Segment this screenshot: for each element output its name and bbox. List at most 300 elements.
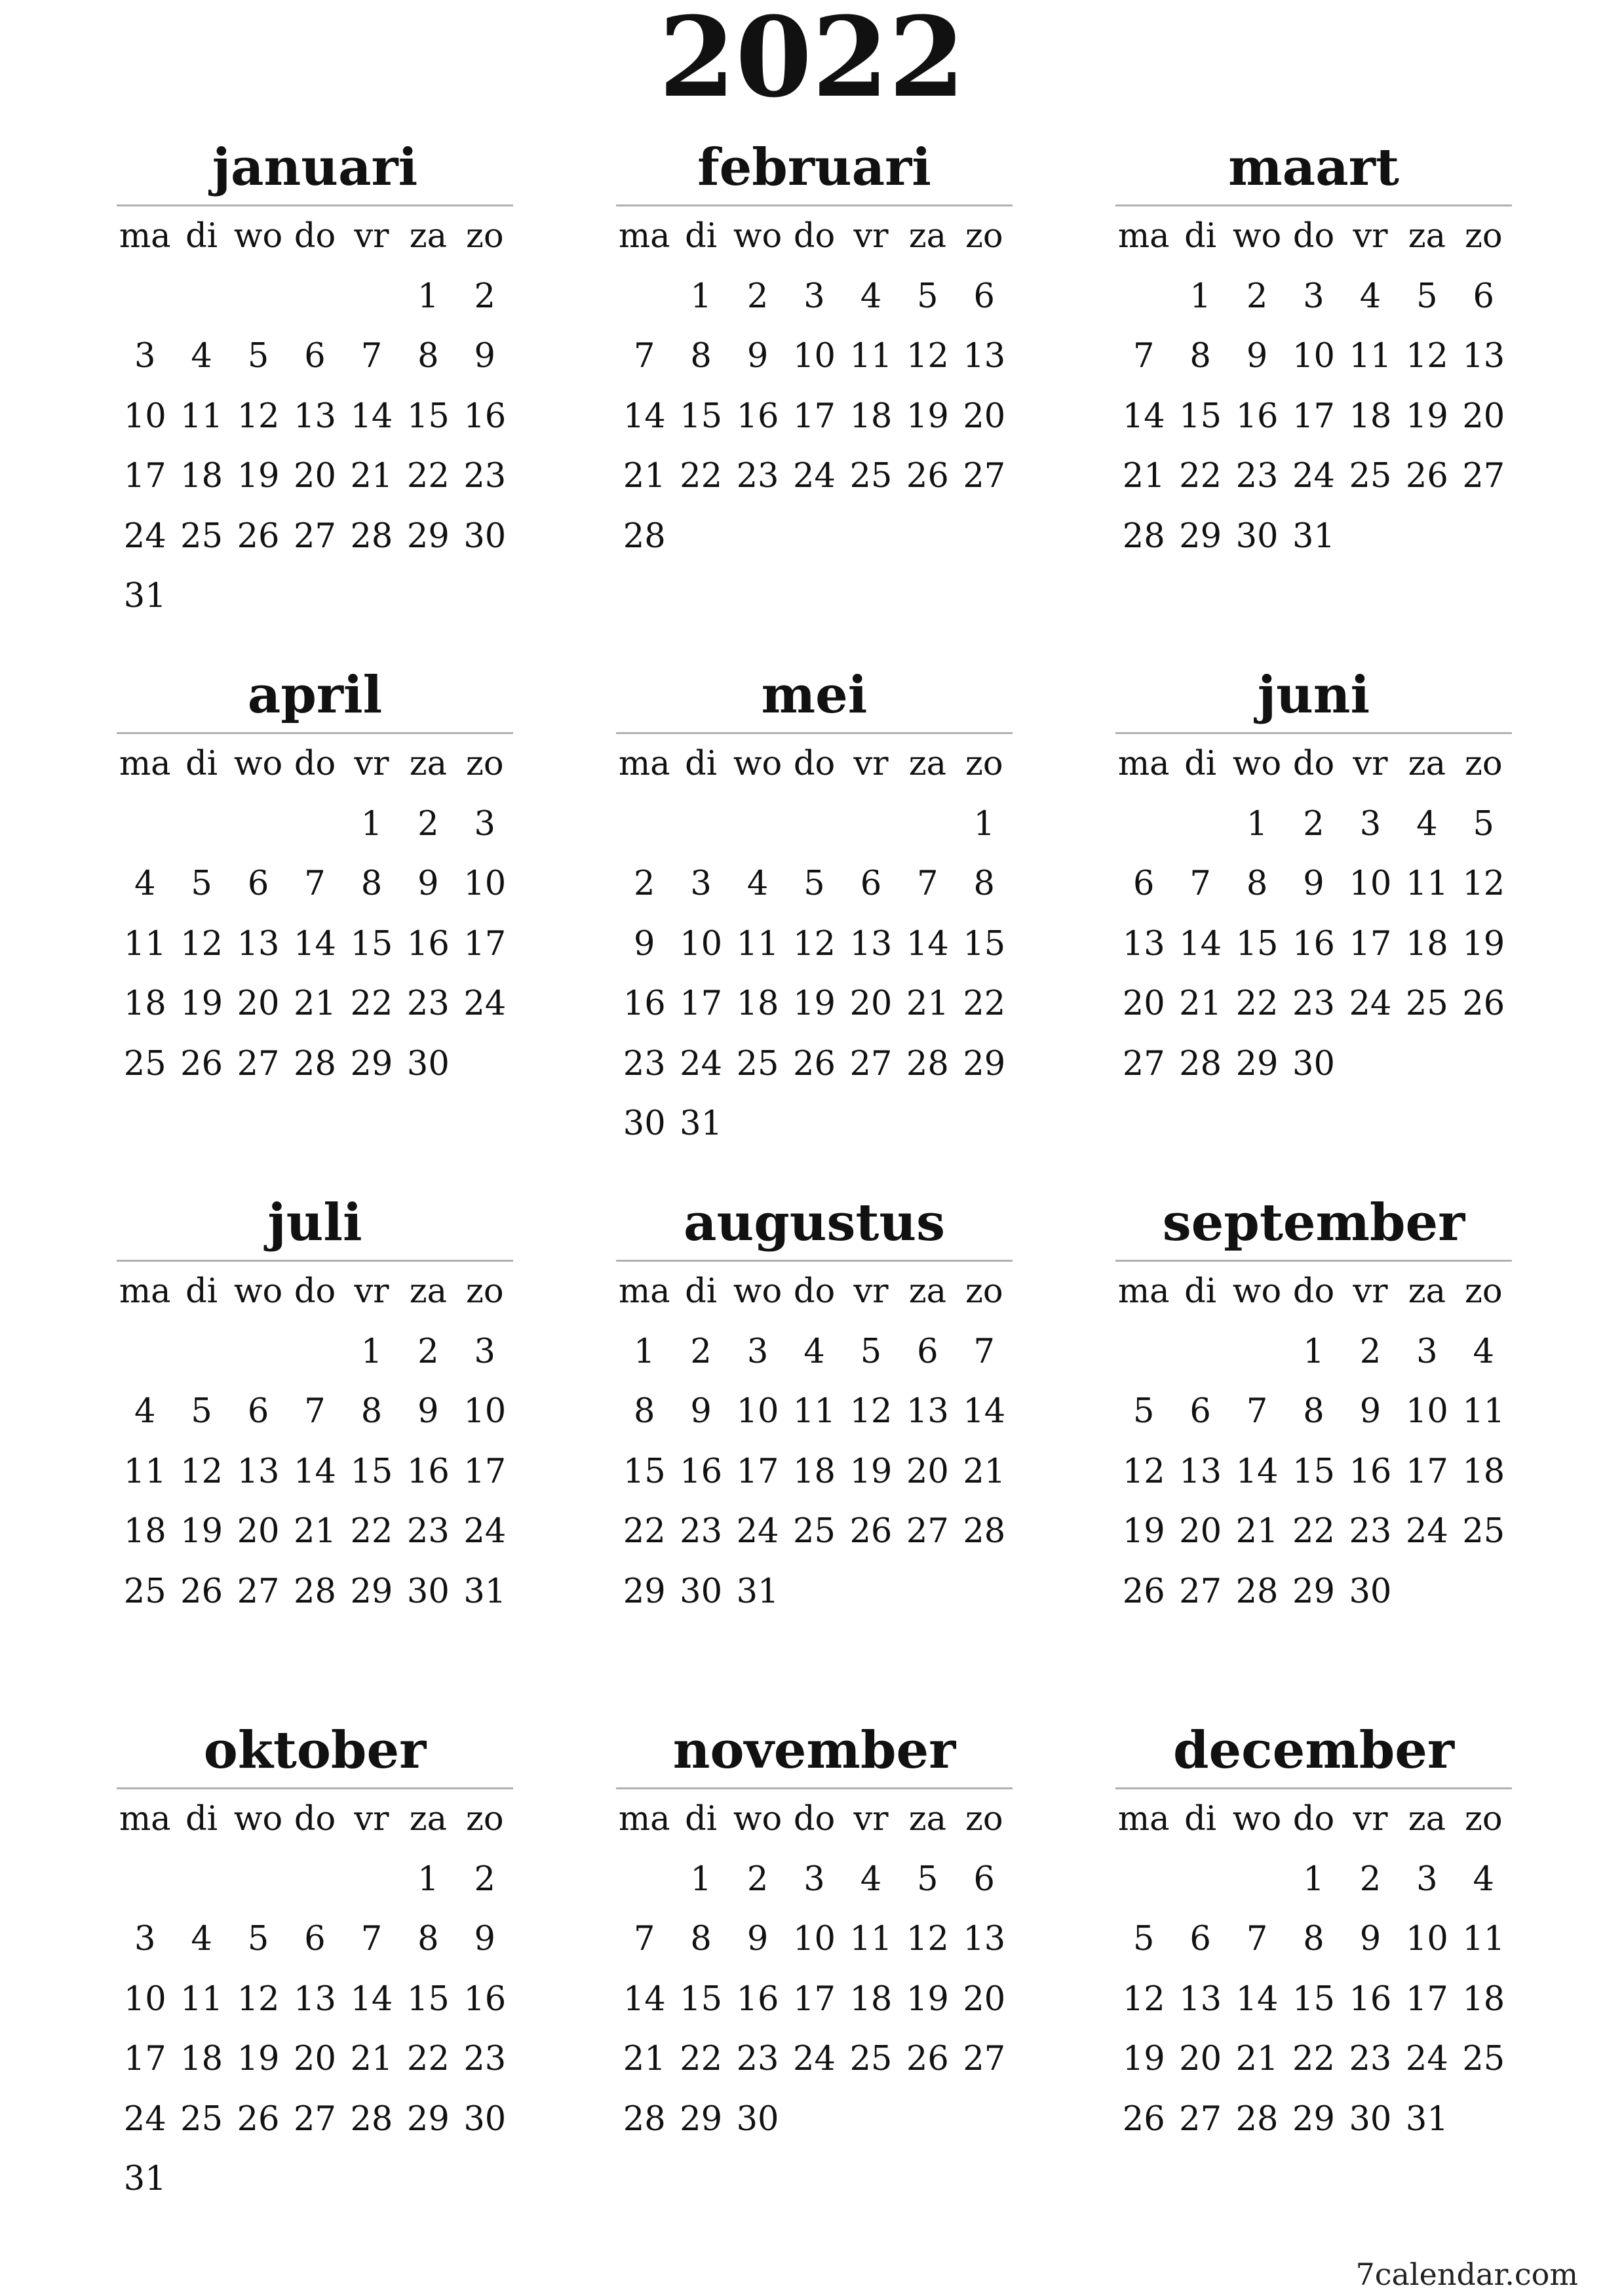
day-cell: 5	[1473, 804, 1494, 844]
day-cell: 21	[1235, 2040, 1279, 2078]
day-cell: 17	[1405, 1979, 1448, 2019]
day-cell: 5	[860, 1332, 882, 1371]
day-cell: 10	[123, 1979, 166, 2019]
day-cell: 24	[123, 516, 166, 556]
weekday-label: ma	[1117, 217, 1170, 256]
day-cell: 24	[463, 1512, 507, 1551]
weekday-label: wo	[1232, 745, 1282, 783]
day-cell: 6	[1189, 1920, 1211, 1958]
month-juli	[117, 1186, 513, 1622]
day-cell: 25	[123, 1572, 166, 1611]
month-grid	[117, 1262, 513, 1622]
weekday-label: di	[185, 1800, 218, 1839]
day-cell: 4	[134, 865, 156, 903]
weekday-label: ma	[119, 217, 171, 256]
day-cell: 8	[633, 1392, 655, 1431]
day-cell: 30	[1349, 2099, 1392, 2139]
day-cell: 4	[1359, 277, 1382, 316]
weekday-label: zo	[965, 1800, 1003, 1839]
day-cell: 30	[463, 2099, 507, 2139]
day-cell: 14	[350, 397, 393, 436]
day-cell: 1	[360, 804, 383, 844]
day-cell: 20	[849, 984, 893, 1023]
day-cell: 11	[123, 924, 166, 963]
day-cell: 9	[1359, 1392, 1382, 1431]
empty-cell	[173, 1322, 229, 1382]
day-cell: 14	[1122, 397, 1165, 436]
day-cell: 12	[1462, 865, 1505, 903]
weekday-label: za	[409, 1272, 447, 1311]
day-cell: 16	[1349, 1979, 1392, 2019]
weekday-label: zo	[965, 745, 1003, 783]
day-cell: 11	[1462, 1920, 1505, 1958]
weekday-label: do	[793, 745, 836, 783]
day-cell: 27	[963, 457, 1006, 496]
day-cell: 10	[1349, 865, 1392, 903]
day-cell: 1	[417, 277, 439, 316]
empty-cell	[1115, 1322, 1172, 1382]
day-cell: 6	[1189, 1392, 1211, 1431]
year-title: 2022	[659, 0, 965, 122]
day-cell: 19	[1405, 397, 1448, 436]
day-cell: 25	[180, 516, 223, 556]
day-cell: 13	[963, 337, 1006, 376]
month-name: september	[1115, 1186, 1512, 1262]
weekday-label: vr	[354, 217, 389, 256]
day-cell: 21	[623, 457, 666, 496]
day-cell: 22	[623, 1512, 666, 1551]
month-grid	[117, 206, 513, 627]
day-cell: 10	[736, 1392, 779, 1431]
weekday-label: di	[685, 1800, 718, 1839]
day-cell: 24	[1405, 1512, 1448, 1551]
month-name: maart	[1115, 131, 1512, 206]
day-cell: 31	[463, 1572, 507, 1611]
weekday-label: di	[1184, 217, 1217, 256]
month-grid	[1115, 1262, 1512, 1622]
day-cell: 21	[350, 2040, 393, 2078]
day-cell: 16	[623, 984, 666, 1023]
day-cell: 23	[736, 457, 779, 496]
day-cell: 15	[1179, 397, 1222, 436]
weekday-label: vr	[354, 745, 389, 783]
empty-cell	[230, 267, 286, 327]
weekday-label: za	[1408, 217, 1446, 256]
day-cell: 1	[417, 1859, 439, 1899]
day-cell: 27	[294, 516, 336, 556]
day-cell: 7	[917, 865, 938, 903]
day-cell: 11	[180, 397, 223, 436]
day-cell: 21	[623, 2040, 666, 2078]
day-cell: 28	[294, 1044, 336, 1083]
weekday-label: zo	[1464, 1800, 1503, 1839]
day-cell: 11	[849, 337, 893, 376]
month-grid	[616, 206, 1013, 566]
day-cell: 13	[906, 1392, 949, 1431]
empty-cell	[1172, 1850, 1228, 1910]
day-cell: 15	[623, 1452, 666, 1491]
day-cell: 6	[973, 1859, 995, 1899]
day-cell: 13	[1122, 924, 1165, 963]
day-cell: 25	[849, 2040, 893, 2078]
month-name: november	[616, 1714, 1013, 1789]
day-cell: 18	[849, 397, 893, 436]
day-cell: 31	[123, 2160, 166, 2198]
day-cell: 13	[294, 1979, 336, 2019]
day-cell: 7	[973, 1332, 995, 1371]
day-cell: 24	[680, 1044, 723, 1083]
empty-cell	[1115, 794, 1172, 855]
weekday-label: do	[294, 745, 336, 783]
weekday-label: ma	[1117, 1800, 1170, 1839]
month-december	[1115, 1714, 1512, 2149]
day-cell: 25	[1462, 2040, 1505, 2078]
day-cell: 3	[690, 865, 712, 903]
day-cell: 27	[849, 1044, 893, 1083]
day-cell: 19	[849, 1452, 893, 1491]
empty-cell	[616, 794, 672, 855]
day-cell: 30	[1292, 1044, 1335, 1083]
day-cell: 14	[1179, 924, 1222, 963]
day-cell: 6	[917, 1332, 938, 1371]
day-cell: 28	[623, 2099, 666, 2139]
day-cell: 6	[247, 865, 269, 903]
day-cell: 4	[191, 337, 212, 376]
day-cell: 28	[1122, 516, 1165, 556]
day-cell: 6	[304, 337, 326, 376]
day-cell: 17	[1292, 397, 1335, 436]
day-cell: 10	[463, 1392, 507, 1431]
weekday-label: wo	[233, 1272, 283, 1311]
day-cell: 25	[1405, 984, 1448, 1023]
day-cell: 12	[1405, 337, 1448, 376]
empty-cell	[117, 1850, 173, 1910]
day-cell: 29	[350, 1044, 393, 1083]
day-cell: 7	[1246, 1920, 1268, 1958]
day-cell: 16	[680, 1452, 723, 1491]
day-cell: 8	[690, 337, 712, 376]
day-cell: 15	[1292, 1979, 1335, 2019]
day-cell: 1	[1303, 1859, 1324, 1899]
day-cell: 30	[463, 516, 507, 556]
weekday-label: do	[1292, 217, 1335, 256]
day-cell: 14	[294, 1452, 336, 1491]
day-cell: 20	[1462, 397, 1505, 436]
day-cell: 4	[860, 1859, 882, 1899]
weekday-label: vr	[354, 1800, 389, 1839]
day-cell: 23	[736, 2040, 779, 2078]
day-cell: 10	[1405, 1920, 1448, 1958]
empty-cell	[286, 794, 343, 855]
weekday-label: zo	[965, 1272, 1003, 1311]
day-cell: 9	[746, 1920, 769, 1958]
day-cell: 18	[1462, 1979, 1505, 2019]
day-cell: 17	[463, 924, 507, 963]
day-cell: 19	[237, 457, 280, 496]
month-name: april	[117, 659, 513, 734]
day-cell: 30	[1349, 1572, 1392, 1611]
footer-credit: 7calendar.com	[1355, 2257, 1578, 2292]
weekday-label: wo	[1232, 1272, 1282, 1311]
day-cell: 21	[906, 984, 949, 1023]
month-april	[117, 659, 513, 1094]
day-cell: 22	[406, 2040, 450, 2078]
day-cell: 1	[690, 1859, 712, 1899]
weekday-label: wo	[233, 217, 283, 256]
empty-cell	[786, 794, 842, 855]
day-cell: 28	[350, 2099, 393, 2139]
day-cell: 17	[123, 457, 166, 496]
day-cell: 27	[1179, 2099, 1222, 2139]
day-cell: 24	[463, 984, 507, 1023]
weekday-label: do	[793, 217, 836, 256]
day-cell: 20	[1179, 2040, 1222, 2078]
day-cell: 9	[417, 865, 439, 903]
month-grid	[1115, 206, 1512, 566]
day-cell: 20	[1122, 984, 1165, 1023]
day-cell: 2	[417, 1332, 439, 1371]
month-september	[1115, 1186, 1512, 1622]
day-cell: 19	[180, 984, 223, 1023]
weekday-label: ma	[618, 1272, 670, 1311]
day-cell: 24	[1405, 2040, 1448, 2078]
day-cell: 19	[1122, 2040, 1165, 2078]
day-cell: 23	[463, 2040, 507, 2078]
weekday-label: wo	[733, 1800, 783, 1839]
day-cell: 9	[746, 337, 769, 376]
day-cell: 27	[1462, 457, 1505, 496]
day-cell: 25	[123, 1044, 166, 1083]
weekday-label: vr	[1353, 745, 1388, 783]
day-cell: 29	[1292, 1572, 1335, 1611]
month-grid	[616, 1262, 1013, 1622]
day-cell: 27	[1122, 1044, 1165, 1083]
day-cell: 28	[350, 516, 393, 556]
day-cell: 8	[1303, 1920, 1324, 1958]
month-name: juni	[1115, 659, 1512, 734]
day-cell: 5	[191, 1392, 212, 1431]
day-cell: 10	[793, 1920, 836, 1958]
day-cell: 8	[417, 337, 439, 376]
month-grid	[616, 1789, 1013, 2149]
day-cell: 23	[463, 457, 507, 496]
day-cell: 18	[793, 1452, 836, 1491]
day-cell: 17	[1349, 924, 1392, 963]
weekday-label: zo	[465, 745, 504, 783]
day-cell: 2	[474, 277, 495, 316]
month-november	[616, 1714, 1013, 2149]
day-cell: 6	[1132, 865, 1155, 903]
day-cell: 27	[237, 1044, 280, 1083]
month-grid	[117, 1789, 513, 2209]
day-cell: 21	[350, 457, 393, 496]
day-cell: 17	[736, 1452, 779, 1491]
weekday-label: do	[294, 217, 336, 256]
day-cell: 1	[973, 804, 995, 844]
day-cell: 26	[906, 2040, 949, 2078]
day-cell: 6	[860, 865, 882, 903]
day-cell: 3	[803, 277, 825, 316]
day-cell: 7	[360, 1920, 383, 1958]
day-cell: 28	[294, 1572, 336, 1611]
day-cell: 22	[1235, 984, 1279, 1023]
weekday-label: di	[685, 1272, 718, 1311]
day-cell: 23	[1235, 457, 1279, 496]
day-cell: 18	[123, 984, 166, 1023]
day-cell: 7	[633, 337, 655, 376]
empty-cell	[343, 1850, 400, 1910]
weekday-label: ma	[119, 745, 171, 783]
month-name: oktober	[117, 1714, 513, 1789]
empty-cell	[173, 267, 229, 327]
day-cell: 12	[1122, 1452, 1165, 1491]
day-cell: 23	[680, 1512, 723, 1551]
day-cell: 20	[1179, 1512, 1222, 1551]
month-name: juli	[117, 1186, 513, 1262]
day-cell: 16	[463, 1979, 507, 2019]
day-cell: 15	[1292, 1452, 1335, 1491]
weekday-label: wo	[1232, 1800, 1282, 1839]
day-cell: 10	[680, 924, 723, 963]
weekday-label: za	[1408, 1800, 1446, 1839]
day-cell: 2	[1359, 1859, 1382, 1899]
day-cell: 1	[1303, 1332, 1324, 1371]
weekday-label: za	[908, 1800, 946, 1839]
day-cell: 5	[191, 865, 212, 903]
day-cell: 2	[746, 1859, 769, 1899]
day-cell: 9	[1303, 865, 1324, 903]
day-cell: 20	[906, 1452, 949, 1491]
day-cell: 29	[623, 1572, 666, 1611]
day-cell: 29	[1235, 1044, 1279, 1083]
day-cell: 9	[417, 1392, 439, 1431]
day-cell: 8	[417, 1920, 439, 1958]
day-cell: 1	[360, 1332, 383, 1371]
day-cell: 8	[1246, 865, 1268, 903]
day-cell: 18	[849, 1979, 893, 2019]
month-grid	[616, 734, 1013, 1154]
month-maart	[1115, 131, 1512, 566]
day-cell: 10	[793, 337, 836, 376]
weekday-label: vr	[853, 1272, 889, 1311]
month-juni	[1115, 659, 1512, 1094]
empty-cell	[230, 1322, 286, 1382]
empty-cell	[616, 1850, 672, 1910]
day-cell: 9	[1246, 337, 1268, 376]
day-cell: 8	[690, 1920, 712, 1958]
weekday-label: di	[685, 217, 718, 256]
day-cell: 22	[350, 1512, 393, 1551]
weekday-label: vr	[354, 1272, 389, 1311]
day-cell: 26	[237, 2099, 280, 2139]
day-cell: 15	[406, 1979, 450, 2019]
weekday-label: wo	[1232, 217, 1282, 256]
day-cell: 6	[973, 277, 995, 316]
day-cell: 3	[1303, 277, 1324, 316]
day-cell: 15	[406, 397, 450, 436]
day-cell: 19	[1122, 1512, 1165, 1551]
weekday-label: wo	[733, 1272, 783, 1311]
day-cell: 6	[304, 1920, 326, 1958]
day-cell: 3	[474, 804, 495, 844]
weekday-label: di	[185, 217, 218, 256]
day-cell: 8	[1189, 337, 1211, 376]
day-cell: 27	[906, 1512, 949, 1551]
day-cell: 6	[1473, 277, 1494, 316]
day-cell: 2	[474, 1859, 495, 1899]
day-cell: 14	[963, 1392, 1006, 1431]
weekday-label: do	[1292, 1800, 1335, 1839]
day-cell: 16	[406, 924, 450, 963]
day-cell: 9	[474, 337, 495, 376]
month-grid	[1115, 1789, 1512, 2149]
day-cell: 23	[1349, 2040, 1392, 2078]
weekday-label: za	[1408, 1272, 1446, 1311]
empty-cell	[286, 1850, 343, 1910]
weekday-label: ma	[119, 1800, 171, 1839]
empty-cell	[286, 267, 343, 327]
weekday-label: ma	[1117, 1272, 1170, 1311]
day-cell: 18	[736, 984, 779, 1023]
empty-cell	[729, 794, 786, 855]
day-cell: 20	[963, 397, 1006, 436]
day-cell: 7	[304, 865, 326, 903]
day-cell: 3	[134, 337, 156, 376]
month-name: augustus	[616, 1186, 1013, 1262]
day-cell: 18	[123, 1512, 166, 1551]
day-cell: 29	[350, 1572, 393, 1611]
day-cell: 26	[1405, 457, 1448, 496]
day-cell: 5	[917, 1859, 938, 1899]
weekday-label: wo	[733, 217, 783, 256]
day-cell: 19	[1462, 924, 1505, 963]
day-cell: 26	[793, 1044, 836, 1083]
day-cell: 24	[793, 2040, 836, 2078]
month-februari	[616, 131, 1013, 566]
day-cell: 27	[963, 2040, 1006, 2078]
day-cell: 17	[680, 984, 723, 1023]
empty-cell	[117, 794, 173, 855]
weekday-label: zo	[465, 1800, 504, 1839]
day-cell: 27	[237, 1572, 280, 1611]
day-cell: 24	[736, 1512, 779, 1551]
day-cell: 12	[906, 337, 949, 376]
day-cell: 16	[1235, 397, 1279, 436]
weekday-label: wo	[733, 745, 783, 783]
day-cell: 12	[237, 1979, 280, 2019]
empty-cell	[672, 794, 729, 855]
day-cell: 8	[360, 865, 383, 903]
day-cell: 9	[474, 1920, 495, 1958]
empty-cell	[1115, 1850, 1172, 1910]
day-cell: 21	[1235, 1512, 1279, 1551]
day-cell: 12	[849, 1392, 893, 1431]
day-cell: 28	[1179, 1044, 1222, 1083]
empty-cell	[1229, 1850, 1285, 1910]
day-cell: 16	[736, 397, 779, 436]
day-cell: 4	[1416, 804, 1438, 844]
day-cell: 30	[406, 1044, 450, 1083]
weekday-label: za	[908, 1272, 946, 1311]
day-cell: 23	[1349, 1512, 1392, 1551]
day-cell: 26	[237, 516, 280, 556]
month-name: mei	[616, 659, 1013, 734]
day-cell: 26	[180, 1044, 223, 1083]
day-cell: 10	[463, 865, 507, 903]
day-cell: 13	[237, 1452, 280, 1491]
day-cell: 28	[1235, 1572, 1279, 1611]
weekday-label: do	[793, 1800, 836, 1839]
